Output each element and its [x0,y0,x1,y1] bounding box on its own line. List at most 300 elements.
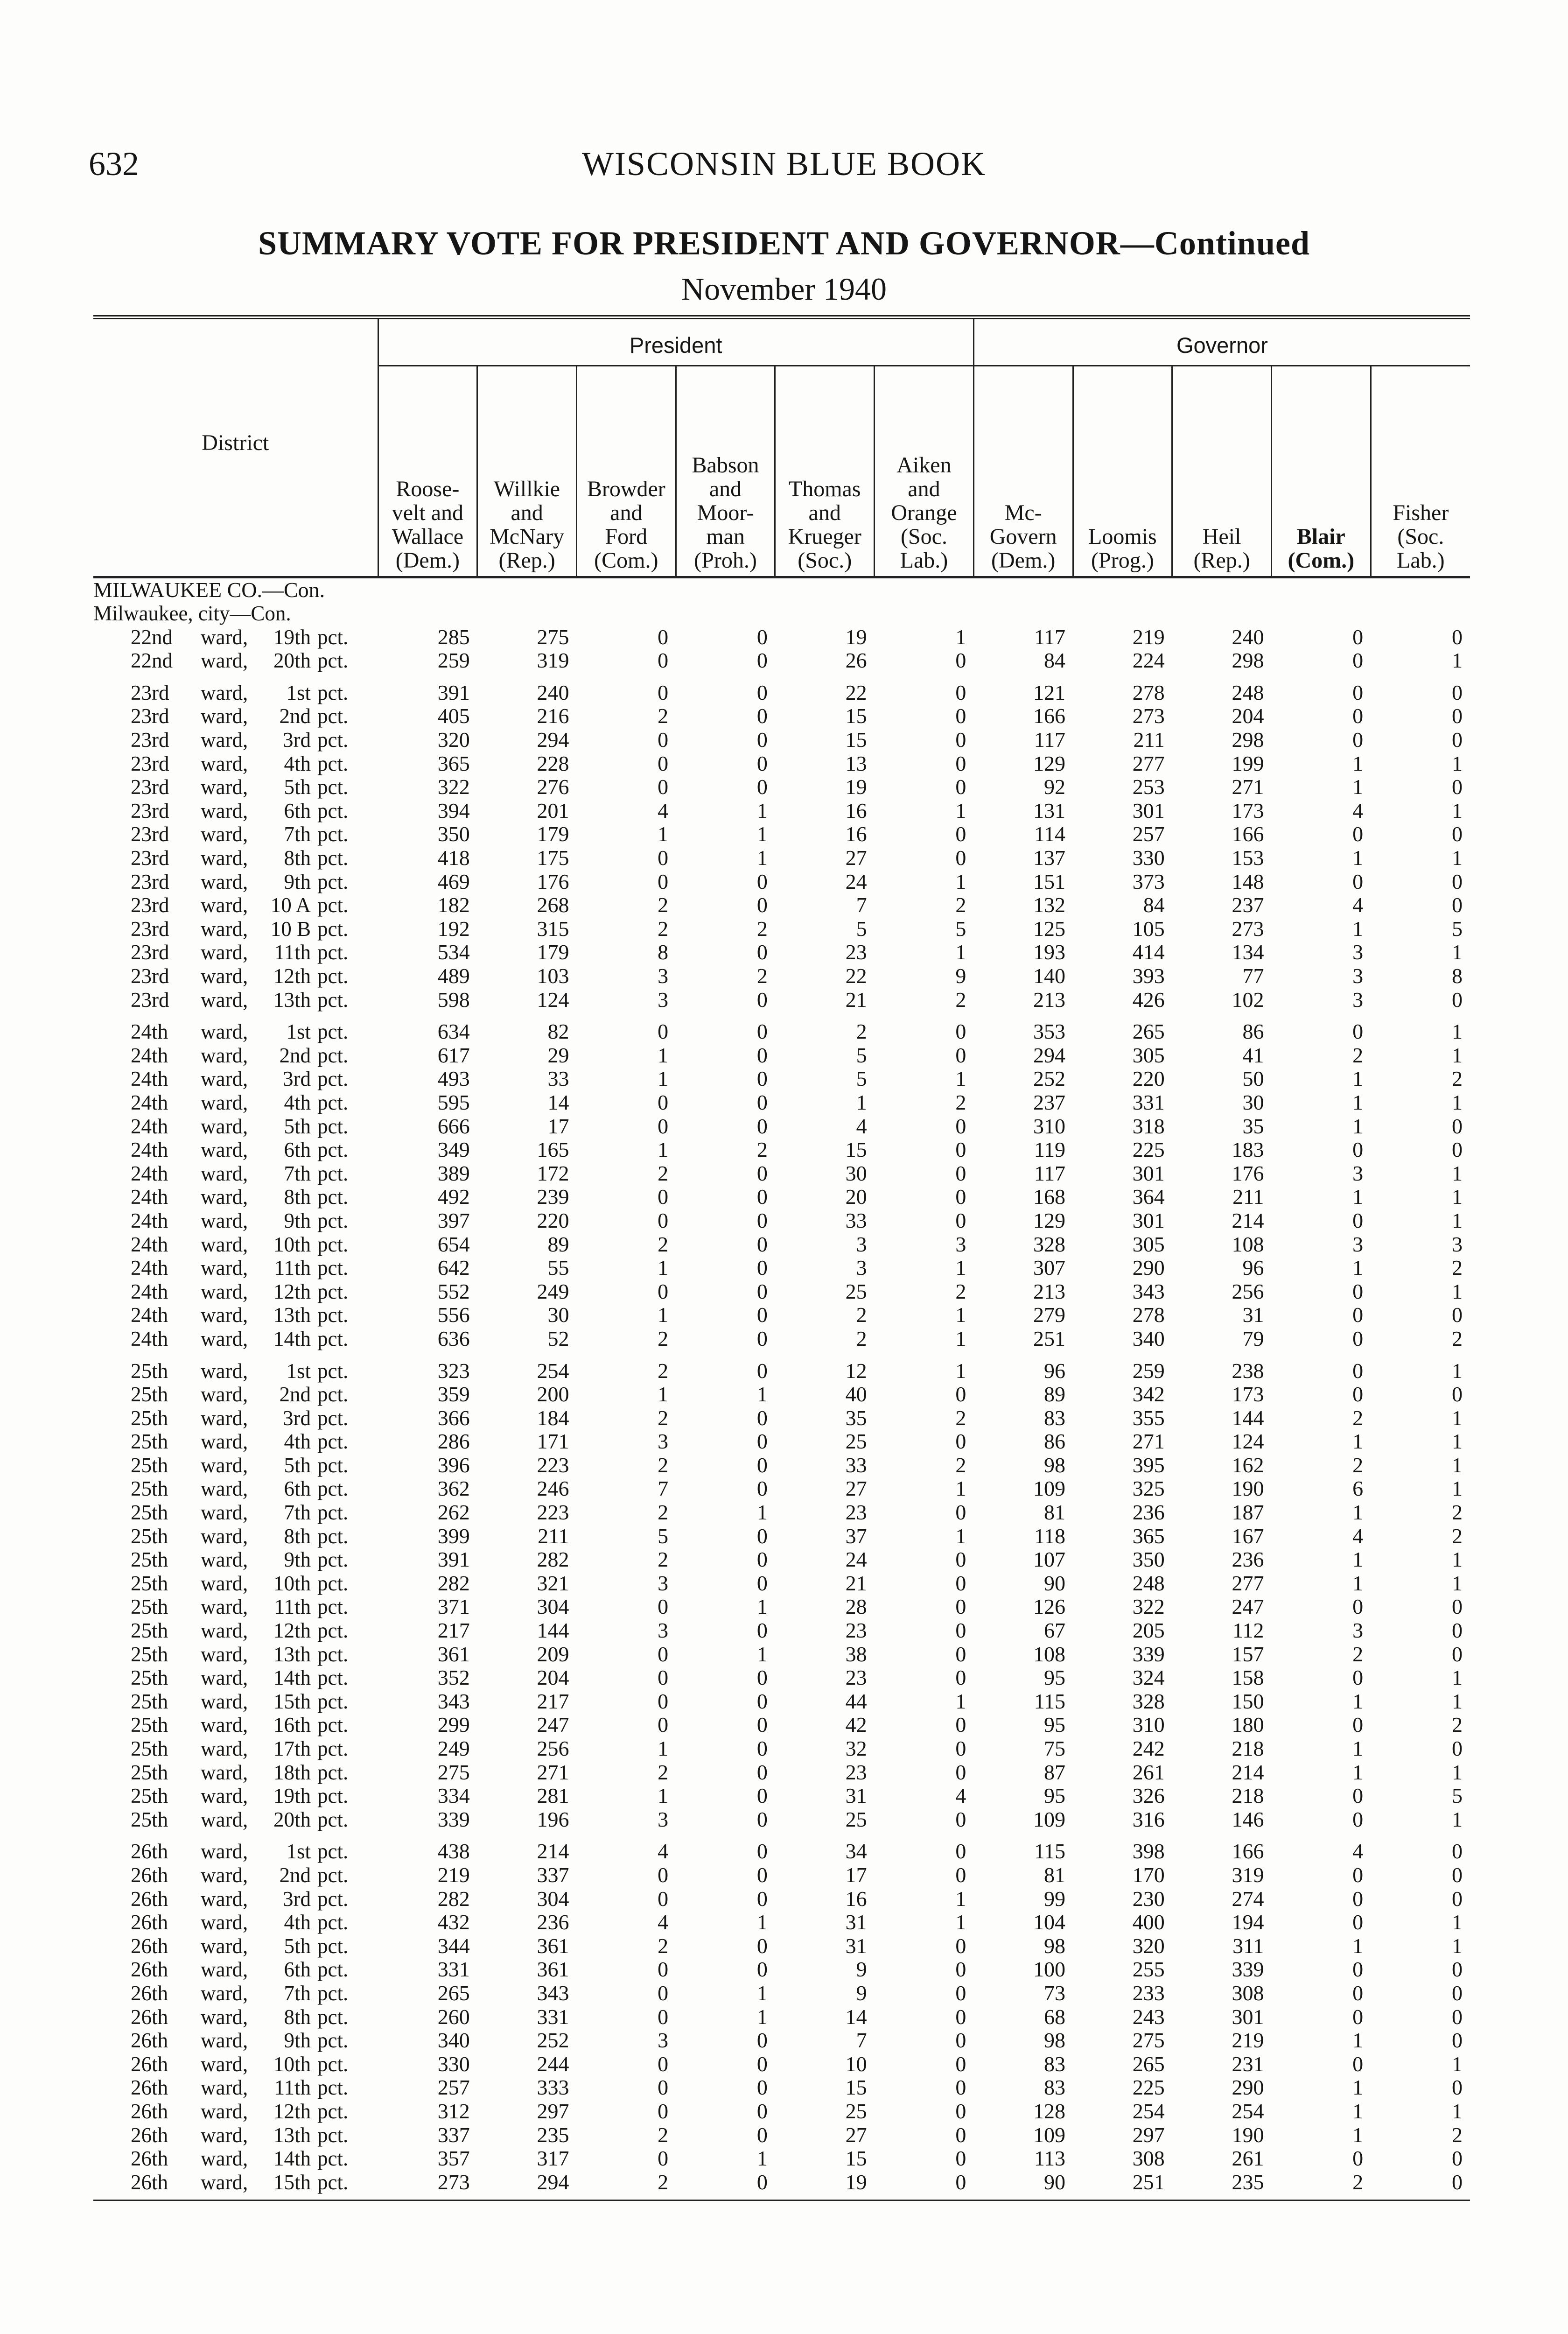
vote-cell: 1 [1452,752,1463,775]
vote-cell: 0 [955,775,966,799]
ward-number: 25th [131,1642,168,1666]
vote-cell: 150 [1232,1689,1264,1713]
district-cell [93,2029,378,2053]
precinct-word: pct. [317,1619,349,1643]
ward-word: ward, [201,1067,248,1091]
district-cell [93,1280,378,1304]
vote-cell: 1 [658,1303,669,1327]
vote-cell: 238 [1232,1358,1264,1383]
vote-cell: 0 [955,1185,966,1209]
table-row [93,1643,1470,1666]
column-header-line: velt and [392,500,464,525]
vote-cell: 0 [955,728,966,752]
vote-cell: 2 [658,1232,669,1256]
table-row [93,1761,1470,1785]
vote-cell: 0 [756,1887,768,1911]
precinct-number: 9th [284,1548,311,1572]
ward-word: ward, [201,941,248,964]
precinct-number: 8th [284,1524,311,1548]
vote-cell: 107 [1033,1548,1066,1572]
vote-cell: 214 [537,1839,569,1863]
vote-cell: 271 [1132,1430,1165,1454]
vote-cell: 10 [845,2052,867,2076]
vote-cell: 0 [955,846,966,870]
vote-cell: 301 [1132,799,1165,823]
vote-cell: 235 [537,2123,569,2147]
precinct-number: 10 B [270,917,311,941]
precinct-word: pct. [317,1760,349,1784]
ward-word: ward, [201,1359,248,1383]
column-header-line [1273,453,1369,477]
book-title: WISCONSIN BLUE BOOK [582,145,986,183]
vote-cell: 7 [856,2029,867,2053]
vote-cell: 396 [437,1453,470,1477]
district-cell [93,1761,378,1785]
vote-cell: 14 [547,1090,569,1114]
precinct-number: 10th [273,1571,311,1595]
vote-cell: 16 [845,799,867,823]
vote-cell: 0 [955,1501,966,1525]
ward-word: ward, [201,1981,248,2005]
table-row [93,1012,1470,1044]
district-cell [93,1067,378,1091]
vote-cell: 220 [1132,1067,1165,1091]
column-header-7 [1073,366,1172,577]
column-header-line: Orange [891,500,957,525]
vote-cell: 211 [1232,1185,1264,1209]
precinct-word: pct. [317,1020,349,1044]
precinct-word: pct. [317,704,349,728]
ward-word: ward, [201,1256,248,1280]
vote-cell: 636 [437,1327,470,1350]
vote-cell: 3 [1352,1232,1364,1256]
vote-cell: 0 [756,728,768,752]
ward-number: 25th [131,1689,168,1713]
vote-cell: 0 [658,1981,669,2005]
ward-word: ward, [201,1303,248,1327]
vote-cell: 0 [1452,728,1463,752]
vote-cell: 0 [1352,1019,1364,1044]
vote-cell: 0 [955,2147,966,2171]
precinct-word: pct. [317,1477,349,1501]
vote-cell: 1 [955,1477,966,1501]
vote-cell: 25 [845,1807,867,1831]
vote-cell: 17 [845,1863,867,1887]
vote-cell: 0 [1352,1958,1364,1982]
vote-cell: 0 [1352,1807,1364,1831]
vote-cell: 113 [1034,2147,1066,2171]
vote-cell: 321 [537,1571,569,1595]
district-cell [93,988,378,1012]
precinct-number: 13th [273,1642,311,1666]
vote-cell: 279 [1033,1303,1066,1327]
vote-cell: 3 [658,1619,669,1643]
vote-cell: 27 [845,1477,867,1501]
vote-cell: 2 [1452,2123,1463,2147]
vote-cell: 305 [1132,1043,1165,1067]
precinct-word: pct. [317,775,349,799]
table-row [93,673,1470,705]
column-header-line: McNary [490,524,565,549]
precinct-number: 11th [274,1256,311,1280]
vote-cell: 0 [1452,1887,1463,1911]
vote-cell: 2 [756,917,768,941]
precinct-word: pct. [317,1067,349,1091]
vote-cell: 0 [756,649,768,673]
table-row [93,799,1470,823]
vote-cell: 0 [1452,1619,1463,1643]
vote-cell: 68 [1044,2005,1066,2029]
governor-group-header: Governor [973,317,1470,366]
vote-cell: 1 [1452,1358,1463,1383]
vote-cell: 0 [955,1713,966,1737]
column-header-line: Fisher [1393,500,1449,525]
table-row [93,988,1470,1012]
vote-cell: 14 [845,2005,867,2029]
ward-word: ward, [201,1232,248,1256]
vote-cell: 4 [1352,1839,1364,1863]
vote-cell: 0 [756,1430,768,1454]
vote-cell: 262 [437,1501,470,1525]
vote-cell: 337 [437,2123,470,2147]
vote-cell: 1 [1352,1548,1364,1572]
vote-cell: 209 [537,1642,569,1666]
vote-cell: 0 [955,1666,966,1690]
vote-cell: 13 [845,752,867,775]
column-header-line [1075,453,1171,477]
ward-word: ward, [201,2147,248,2171]
vote-cell: 265 [437,1981,470,2005]
vote-cell: 3 [658,1571,669,1595]
district-cell [93,1525,378,1548]
vote-cell: 0 [756,1090,768,1114]
vote-cell: 84 [1044,649,1066,673]
vote-cell: 38 [845,1642,867,1666]
ward-word: ward, [201,1383,248,1406]
district-cell [93,1091,378,1115]
vote-cell: 0 [1452,893,1463,917]
vote-cell: 31 [845,1784,867,1808]
vote-cell: 0 [1452,775,1463,799]
vote-table [93,315,1470,2204]
ward-number: 24th [131,1090,168,1114]
precinct-number: 3rd [283,1406,311,1430]
table-row [93,1690,1470,1714]
vote-cell: 81 [1044,1501,1066,1525]
district-cell [93,1982,378,2005]
vote-cell: 0 [955,752,966,775]
column-header-line [1372,477,1469,501]
vote-cell: 0 [955,2123,966,2147]
district-cell [93,1430,378,1454]
ward-number: 24th [131,1161,168,1185]
precinct-word: pct. [317,1430,349,1454]
district-cell [93,1115,378,1139]
vote-cell: 22 [845,680,867,704]
vote-cell: 8 [1452,964,1463,988]
vote-cell: 3 [1352,964,1364,988]
vote-cell: 83 [1044,2076,1066,2100]
table-row [93,823,1470,846]
vote-cell: 1 [1452,1666,1463,1690]
vote-cell: 534 [437,941,470,964]
vote-cell: 389 [437,1161,470,1185]
vote-cell: 0 [658,870,669,893]
vote-cell: 0 [658,1595,669,1619]
vote-cell: 4 [1352,1524,1364,1548]
vote-cell: 251 [1033,1327,1066,1350]
ward-number: 25th [131,1383,168,1406]
vote-cell: 23 [845,1619,867,1643]
vote-cell: 395 [1132,1453,1165,1477]
vote-cell: 0 [955,1595,966,1619]
column-header-line: and [511,500,543,525]
precinct-word: pct. [317,625,349,649]
vote-cell: 0 [955,2076,966,2100]
vote-cell: 343 [537,1981,569,2005]
vote-cell: 32 [845,1737,867,1760]
vote-cell: 95 [1044,1666,1066,1690]
vote-cell: 328 [1132,1689,1165,1713]
vote-cell: 330 [437,2052,470,2076]
vote-cell: 1 [1452,1548,1463,1572]
column-header-line: (Dem.) [991,548,1056,573]
ward-word: ward, [201,2005,248,2029]
column-header-2 [576,366,676,577]
vote-cell: 3 [1352,941,1364,964]
column-header-4 [775,366,875,577]
ward-number: 25th [131,1713,168,1737]
table-row [93,2123,1470,2147]
vote-cell: 3 [856,1256,867,1280]
district-cell [93,1958,378,1982]
vote-cell: 20 [845,1185,867,1209]
vote-cell: 352 [437,1666,470,1690]
vote-cell: 96 [1044,1358,1066,1383]
district-cell [93,1934,378,1958]
vote-cell: 9 [856,1981,867,2005]
table-row [93,2005,1470,2029]
precinct-word: pct. [317,1501,349,1525]
precinct-number: 20th [273,649,311,673]
vote-cell: 129 [1033,752,1066,775]
vote-cell: 5 [1452,1784,1463,1808]
vote-cell: 330 [1132,846,1165,870]
vote-cell: 0 [756,1232,768,1256]
vote-cell: 173 [1232,799,1264,823]
precinct-word: pct. [317,988,349,1012]
ward-word: ward, [201,1453,248,1477]
vote-cell: 0 [1352,1358,1364,1383]
vote-cell: 323 [437,1358,470,1383]
vote-cell: 144 [1232,1406,1264,1430]
ward-number: 26th [131,2170,168,2194]
precinct-word: pct. [317,1209,349,1232]
vote-cell: 35 [845,1406,867,1430]
column-header-line: Mc- [1004,500,1042,525]
vote-cell: 311 [1232,1934,1264,1958]
vote-cell: 1 [955,941,966,964]
precinct-number: 10th [273,2052,311,2076]
precinct-number: 5th [284,1453,311,1477]
vote-cell: 6 [1352,1477,1364,1501]
vote-cell: 301 [1132,1209,1165,1232]
table-row [93,1619,1470,1643]
vote-cell: 0 [756,1114,768,1138]
vote-cell: 1 [1452,799,1463,823]
vote-cell: 294 [537,728,569,752]
column-header-line [777,453,873,477]
vote-cell: 642 [437,1256,470,1280]
precinct-word: pct. [317,2147,349,2171]
vote-cell: 1 [1452,2052,1463,2076]
vote-cell: 190 [1232,1477,1264,1501]
vote-cell: 438 [437,1839,470,1863]
vote-cell: 0 [658,1642,669,1666]
table-row [93,1185,1470,1209]
ward-word: ward, [201,1327,248,1350]
vote-cell: 0 [756,893,768,917]
vote-cell: 339 [1232,1958,1264,1982]
vote-cell: 237 [1033,1090,1066,1114]
district-cell [93,1887,378,1911]
vote-cell: 2 [658,1548,669,1572]
precinct-number: 9th [284,1209,311,1232]
vote-cell: 1 [1352,1067,1364,1091]
vote-cell: 0 [1452,1737,1463,1760]
vote-cell: 0 [658,2052,669,2076]
column-header-line: Moor- [697,500,754,525]
vote-cell: 273 [1132,704,1165,728]
vote-cell: 2 [856,1327,867,1350]
vote-cell: 0 [1452,1958,1463,1982]
vote-cell: 34 [845,1839,867,1863]
vote-cell: 1 [1452,1019,1463,1044]
ward-word: ward, [201,964,248,988]
column-header-line: Aiken [896,452,952,478]
ward-word: ward, [201,1524,248,1548]
vote-cell: 15 [845,1138,867,1162]
vote-cell: 398 [1132,1839,1165,1863]
vote-cell: 7 [856,893,867,917]
ward-number: 25th [131,1406,168,1430]
vote-cell: 1 [1352,2076,1364,2100]
vote-cell: 1 [1452,1161,1463,1185]
vote-cell: 217 [437,1619,470,1643]
precinct-number: 20th [273,1807,311,1831]
vote-cell: 0 [756,1209,768,1232]
ward-word: ward, [201,1887,248,1911]
table-row [93,752,1470,776]
vote-cell: 0 [658,649,669,673]
vote-cell: 0 [756,1406,768,1430]
vote-cell: 1 [1452,2099,1463,2123]
ward-number: 23rd [131,988,169,1012]
vote-cell: 1 [756,1383,768,1406]
vote-cell: 5 [856,917,867,941]
vote-cell: 214 [1232,1209,1264,1232]
table-row [93,1958,1470,1982]
district-cell [93,1619,378,1643]
precinct-word: pct. [317,1911,349,1934]
vote-cell: 0 [1452,1981,1463,2005]
vote-cell: 31 [1242,1303,1264,1327]
vote-cell: 3 [658,1807,669,1831]
table-row [93,1303,1470,1327]
district-cell [93,1327,378,1351]
vote-cell: 282 [437,1571,470,1595]
ward-number: 26th [131,2076,168,2100]
table-row [93,2171,1470,2200]
table-row [93,2147,1470,2171]
vote-cell: 23 [845,1666,867,1690]
vote-cell: 108 [1232,1232,1264,1256]
precinct-word: pct. [317,2029,349,2053]
vote-cell: 285 [437,625,470,649]
precinct-word: pct. [317,1138,349,1162]
vote-cell: 0 [1452,1839,1463,1863]
vote-cell: 0 [1352,2005,1364,2029]
vote-cell: 339 [437,1807,470,1831]
table-row [93,1256,1470,1280]
column-header-6 [973,366,1073,577]
vote-cell: 42 [845,1713,867,1737]
precinct-word: pct. [317,1595,349,1619]
vote-cell: 252 [537,2029,569,2053]
vote-cell: 0 [658,775,669,799]
district-cell [93,1383,378,1406]
vote-cell: 322 [437,775,470,799]
precinct-word: pct. [317,1114,349,1138]
ward-number: 24th [131,1232,168,1256]
vote-cell: 405 [437,704,470,728]
vote-cell: 1 [1352,1114,1364,1138]
vote-cell: 24 [845,1548,867,1572]
vote-cell: 82 [547,1019,569,1044]
vote-cell: 301 [1132,1161,1165,1185]
vote-cell: 146 [1232,1807,1264,1831]
vote-cell: 2 [1452,1501,1463,1525]
vote-cell: 166 [1033,704,1066,728]
vote-cell: 0 [1352,2052,1364,2076]
vote-cell: 1 [1352,2099,1364,2123]
vote-cell: 2 [955,893,966,917]
vote-cell: 218 [1232,1784,1264,1808]
vote-cell: 1 [1452,941,1463,964]
vote-cell: 0 [955,1737,966,1760]
table-row [93,1548,1470,1572]
table-row [93,1477,1470,1501]
vote-cell: 254 [537,1358,569,1383]
precinct-number: 3rd [283,728,311,752]
ward-number: 23rd [131,775,169,799]
table-subtitle: November 1940 [681,271,887,307]
vote-cell: 0 [658,752,669,775]
ward-number: 23rd [131,846,169,870]
vote-cell: 2 [955,1406,966,1430]
vote-cell: 115 [1034,1839,1066,1863]
vote-cell: 100 [1033,1958,1066,1982]
vote-cell: 182 [437,893,470,917]
vote-cell: 86 [1044,1430,1066,1454]
vote-cell: 418 [437,846,470,870]
vote-cell: 0 [1452,704,1463,728]
vote-cell: 391 [437,1548,470,1572]
vote-cell: 0 [955,1548,966,1572]
vote-cell: 0 [955,1934,966,1958]
table-row [93,1091,1470,1115]
vote-cell: 364 [1132,1185,1165,1209]
